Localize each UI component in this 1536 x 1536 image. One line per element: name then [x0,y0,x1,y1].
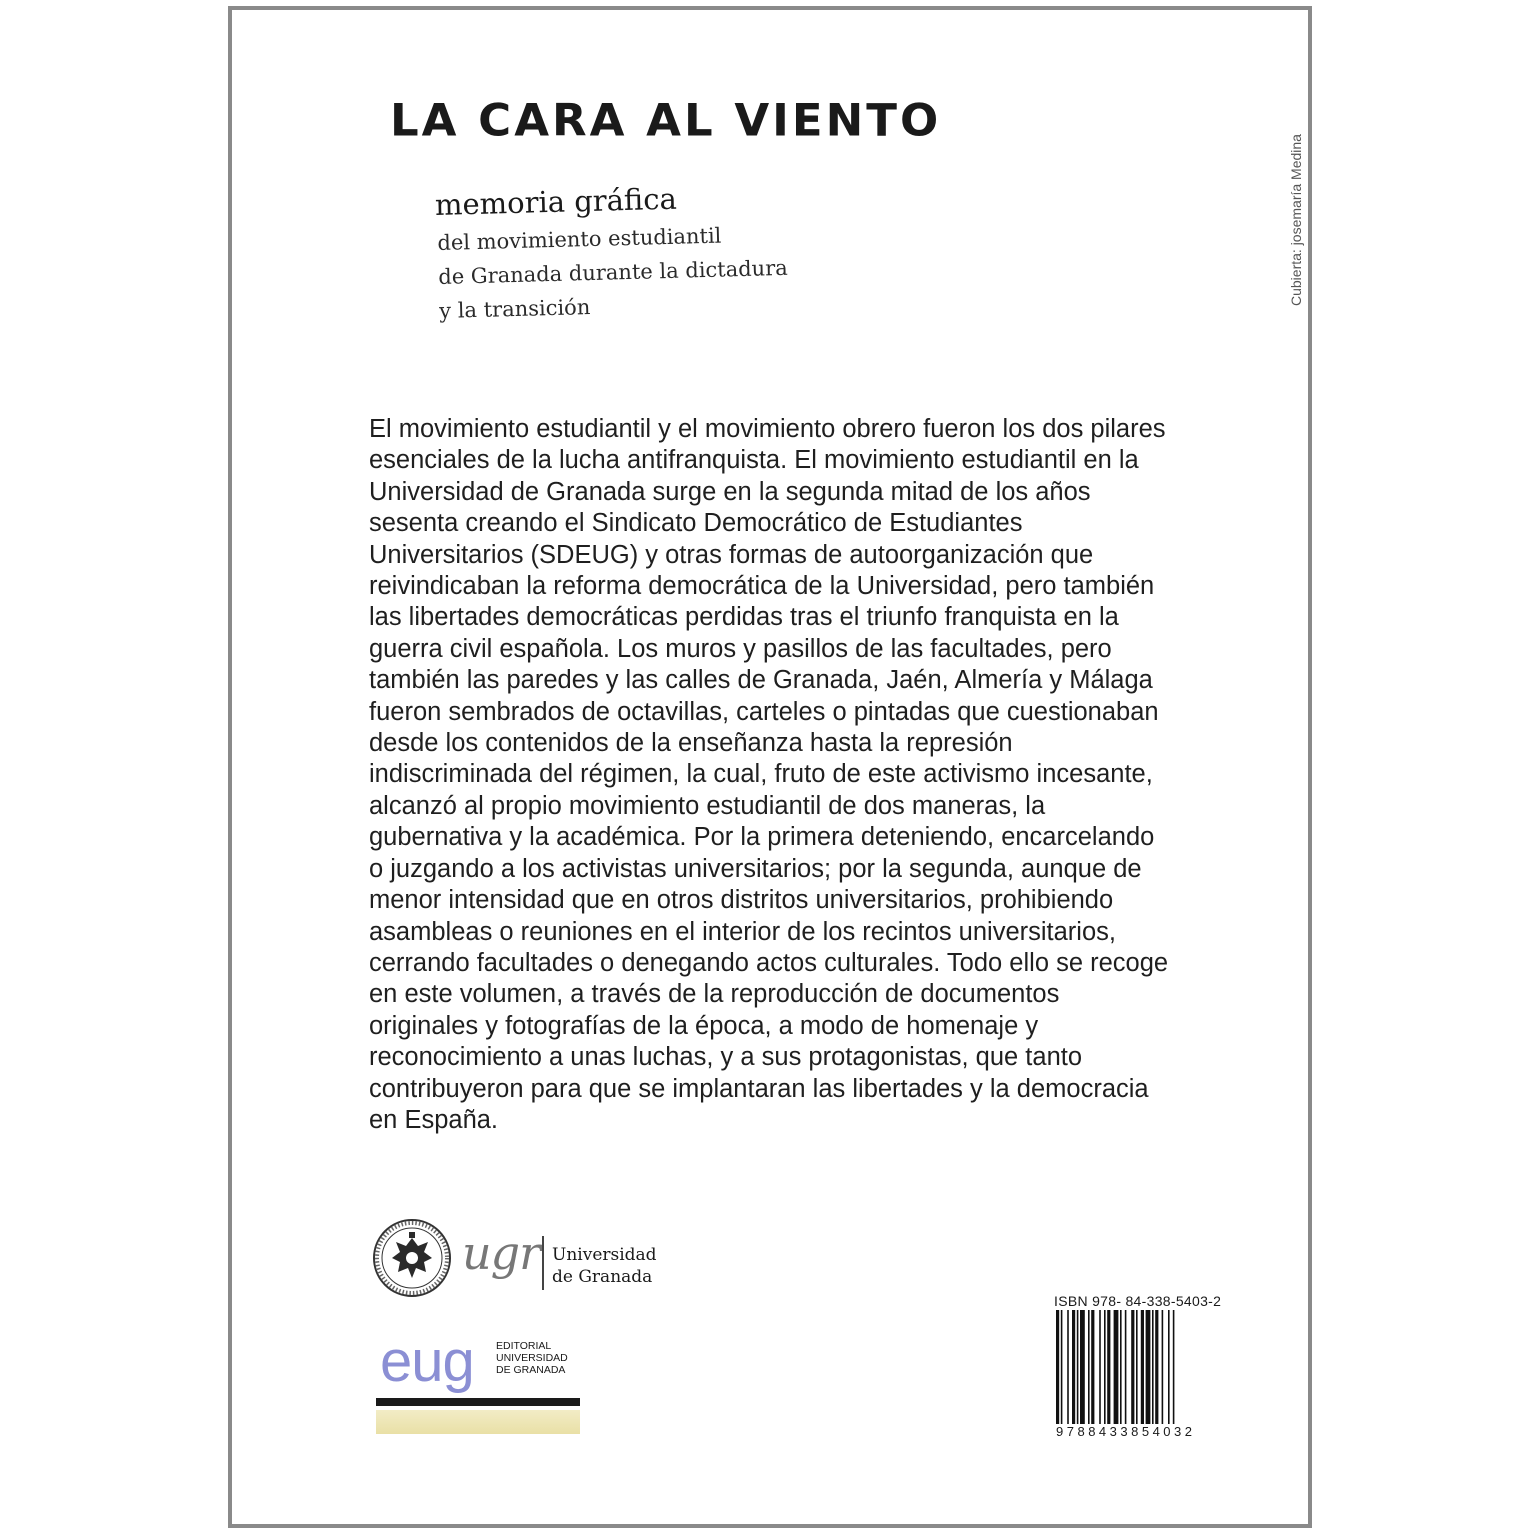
ugr-logo [372,1218,672,1302]
eug-mark: eug [380,1329,474,1394]
eug-line: EDITORIAL [496,1340,552,1352]
synopsis-text: El movimiento estudiantil y el movimiento obrero fueron los dos pilares esenciales de la lucha antifranquista. El movimiento estudiantil en la Universidad de Granada surge en la segunda mitad de los años sesenta creando el Sindicato Democrático de Estudiantes Universitarios (SDEUG) y otras formas de autoorganización que reivindicaban la reforma democrática de la Universidad, pero también las libertades democráticas perdidas tras el triunfo franquista en la guerra civil española. Los muros y pasillos de las facultades, pero también las paredes y las calles de Granada, Jaén, Almería y Málaga fueron sembrados de octavillas, carteles o pintadas que cuestionaban desde los contenidos de la enseñanza hasta la represión indiscriminada del régimen, la cual, fruto de este activismo incesante, alcanzó al propio movimiento estudiantil de dos maneras, la gubernativa y la académica. Por la primera deteniendo, encarcelando o juzgando a los activistas universitarios; por la segunda, aunque de menor intensidad que en otros distritos universitarios, prohibiendo asambleas o reuniones en el interior de los recintos universitarios, cerrando facultades o denegando actos culturales. Todo ello se recoge en este volumen, a través de la reproducción de documentos originales y fotografías de la época, a modo de homenaje y reconocimiento a unas luchas, y a sus protagonistas, que tanto contribuyeron para que se implantaran las libertades y la democracia en España. [369,415,1169,1134]
ugr-divider [542,1236,544,1290]
ugr-name-line: Universidad [552,1245,657,1265]
ugr-monogram: ugr [462,1226,541,1280]
barcode-icon [1056,1310,1204,1424]
eug-logo [374,1329,614,1442]
university-seal-icon [372,1218,452,1298]
ugr-name-line: de Granada [552,1267,653,1287]
book-title: LA CARA AL VIENTO [390,94,942,147]
subtitle-line: y la transición [438,295,591,323]
isbn-label: ISBN 978- 84-338-5403-2 [1054,1293,1222,1309]
subtitle-lines [437,217,789,328]
eug-black-bar [376,1398,580,1406]
subtitle-line: de Granada durante la dictadura [438,255,789,289]
ugr-name [552,1244,657,1288]
subtitle-line: del movimiento estudiantil [437,223,722,255]
book-back-cover [228,6,1312,1528]
eug-line: DE GRANADA [496,1364,566,1376]
barcode-digits: 9788433854032 [1056,1424,1196,1439]
cover-credit: Cubierta: josemaría Medina [1288,134,1304,306]
eug-text [496,1340,568,1376]
eug-yellow-bar [376,1410,580,1434]
eug-line: UNIVERSIDAD [496,1352,568,1364]
book-subtitle: memoria gráfica [434,181,678,222]
